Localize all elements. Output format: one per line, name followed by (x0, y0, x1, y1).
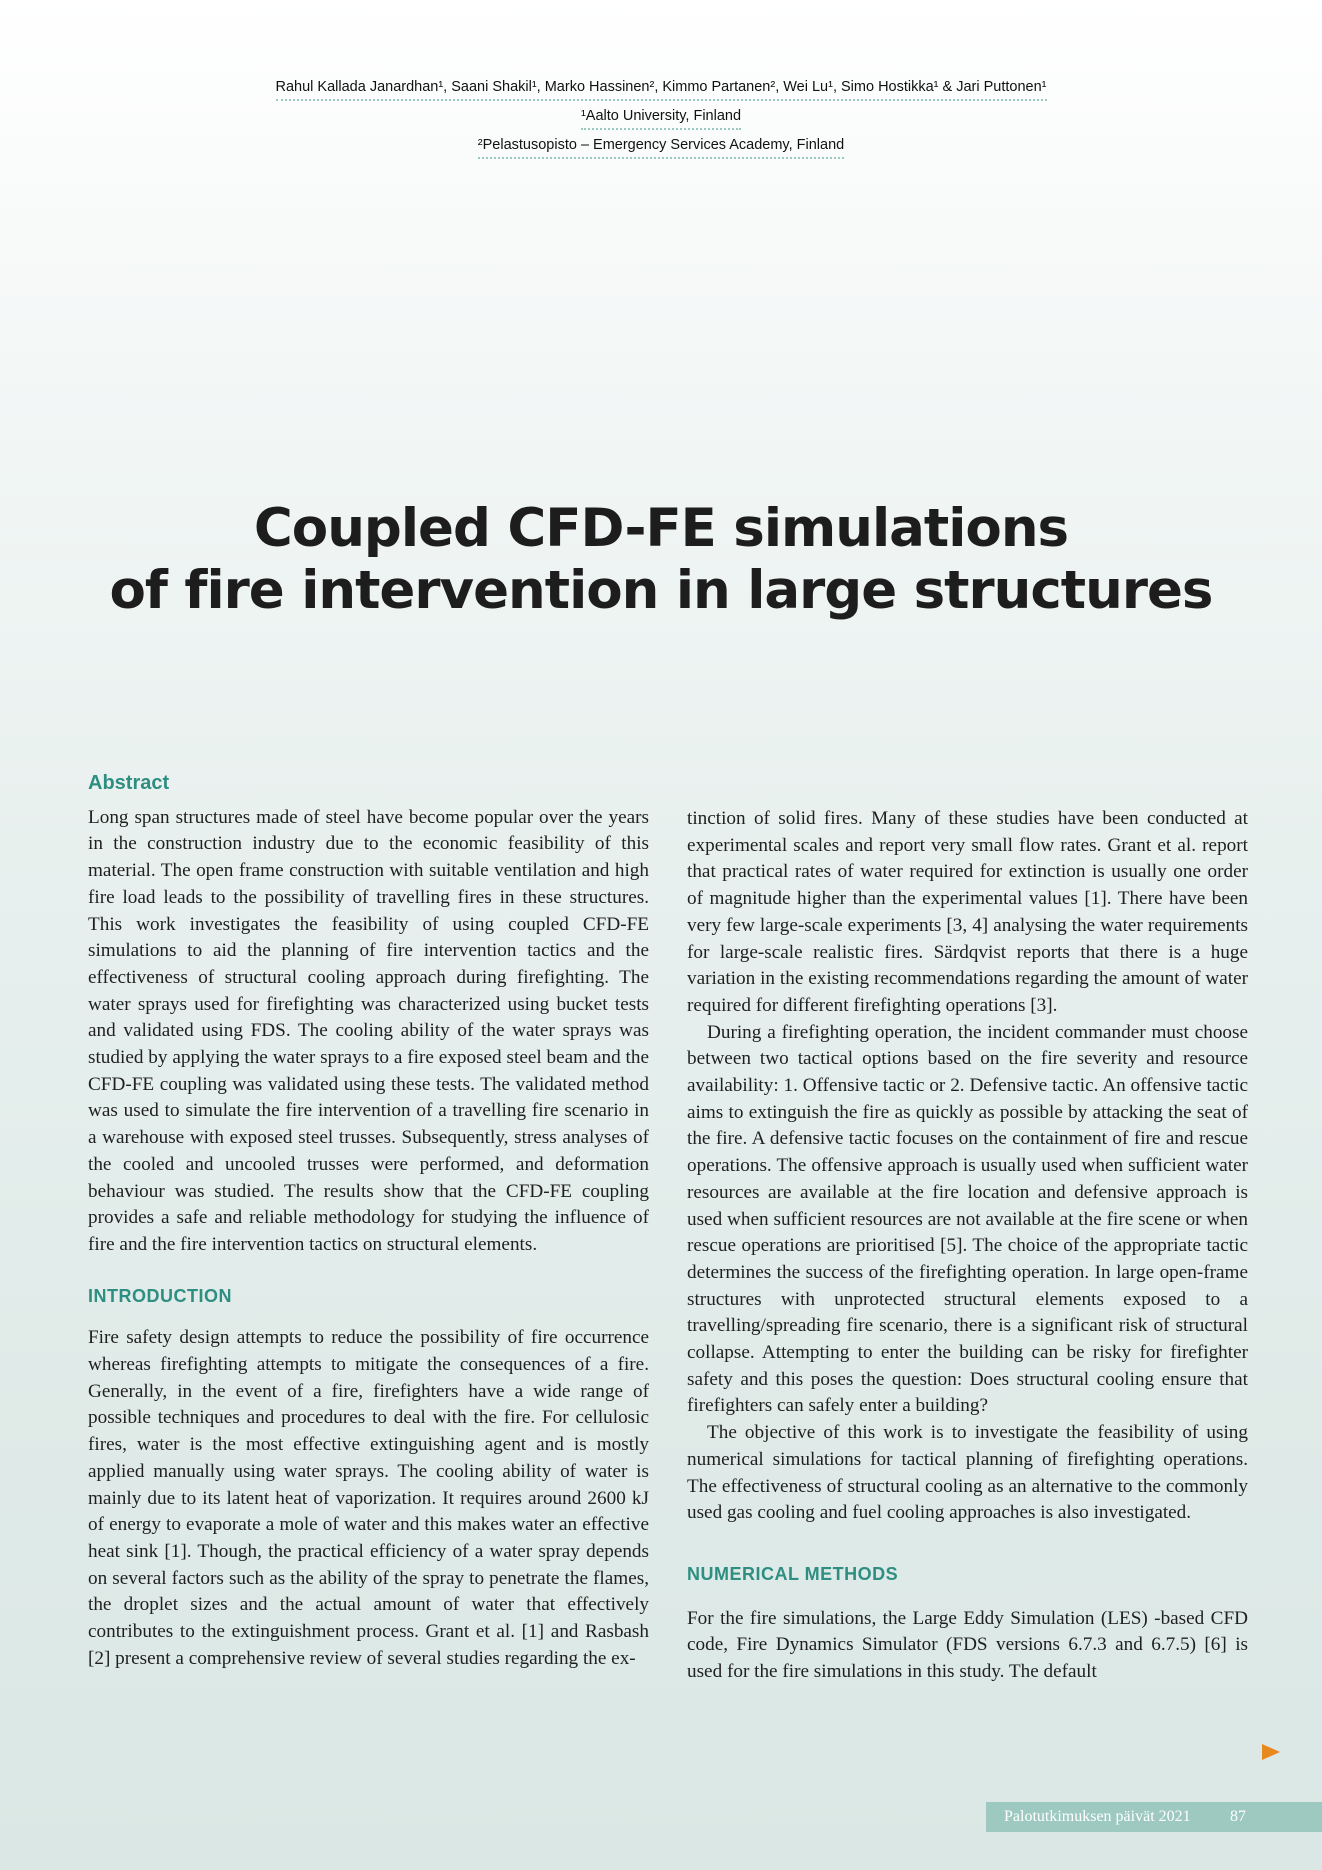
right-column (687, 806, 1248, 1686)
footer-journal-name: Palotutkimuksen päivät 2021 (1004, 1808, 1191, 1825)
page-footer (986, 1802, 1322, 1832)
introduction-paragraph-1-part-1: Fire safety design attempts to reduce the possibility of fire occurrence whereas firefighting attempts to mitigate the consequences of a fire. Generally, in the event of a fire, firefighters have a wide range of possible techniques and procedures to deal with the fire. For cellulosic fires, water is the most effective extinguishing agent and is mostly applied manually using water sprays. The cooling ability of water is mainly due to its latent heat of vaporization. It requires around 2600 kJ of energy to evaporate a mole of water and this makes water an effective heat sink [1]. Though, the practical efficiency of a water spray depends on several factors such as the ability of the spray to penetrate the flames, the droplet sizes and the actual amount of water that effectively contributes to the extinguishment process. Grant et al. [1] and Rasbash [2] present a comprehensive review of several studies regarding the ex- (88, 1327, 649, 1669)
author-block (0, 78, 1322, 165)
introduction-paragraph-1-part-2: tinction of solid fires. Many of these studies have been conducted at experimental scales and report very small flow rates. Grant et al. report that practical rates of water required for extinction is usually one order of magnitude higher than the experimental values [1]. There have been very few large-scale experiments [3, 4] analysing the water requirements for large-scale realistic fires. Särdqvist reports that there is a huge variation in the existing recommendations regarding the amount of water required for different firefighting operations [3]. (687, 808, 1248, 1016)
affiliation-1: ¹Aalto University, Finland (581, 107, 741, 130)
affiliation-2: ²Pelastusopisto – Emergency Services Academy, Finland (478, 136, 844, 159)
abstract-heading: Abstract (88, 772, 170, 794)
introduction-paragraph-3: The objective of this work is to investigate the feasibility of using numerical simulations for tactical planning of firefighting operations. The effectiveness of structural cooling as an alternative to the commonly used gas cooling and fuel cooling approaches is also investigated. (687, 1422, 1248, 1524)
introduction-heading: INTRODUCTION (88, 1285, 232, 1306)
authors-line: Rahul Kallada Janardhan¹, Saani Shakil¹, Marko Hassinen², Kimmo Partanen², Wei Lu¹, Simo Hostikka¹ & Jari Puttonen¹ (276, 78, 1047, 101)
left-column (88, 770, 649, 1673)
paper-title (0, 498, 1322, 622)
abstract-text: Long span structures made of steel have become popular over the years in the construction industry due to the economic feasibility of this material. The open frame construction with suitable ventilation and high fire load leads to the possibility of travelling fires in these structures. This work investigates the feasibility of using coupled CFD-FE simulations to aid the planning of fire intervention tactics and the effectiveness of structural cooling approach during firefighting. The water sprays used for firefighting was characterized using bucket tests and validated using FDS. The cooling ability of the water sprays was studied by applying the water sprays to a fire exposed steel beam and the CFD-FE coupling was validated using these tests. The validated method was used to simulate the fire intervention of a travelling fire scenario in a warehouse with exposed steel trusses. Subsequently, stress analyses of the cooled and uncooled trusses were performed, and deformation behaviour was studied. The results show that the CFD-FE coupling provides a safe and reliable methodology for studying the influence of fire and the fire intervention tactics on structural elements. (88, 806, 649, 1255)
introduction-paragraph-2: During a firefighting operation, the incident commander must choose between two tactical options based on the fire severity and resource availability: 1. Offensive tactic or 2. Defensive tactic. An offensive tactic aims to extinguish the fire as quickly as possible by attacking the seat of the fire. A defensive tactic focuses on the containment of fire and rescue operations. The offensive approach is usually used when sufficient water resources are available at the fire location and defensive approach is used when sufficient resources are not available at the fire scene or when rescue operations are prioritised [5]. The choice of the appropriate tactic determines the success of the firefighting operation. In large open-frame structures with unprotected structural elements exposed to a travelling/spreading fire scenario, there is a significant risk of structural collapse. Attempting to enter the building can be risky for firefighter safety and this poses the question: Does structural cooling ensure that firefighters can safely enter a building? (687, 1021, 1248, 1417)
page-number: 87 (1230, 1808, 1246, 1825)
numerical-methods-heading: NUMERICAL METHODS (687, 1563, 899, 1584)
title-line-2: of fire intervention in large structures (109, 560, 1213, 621)
numerical-methods-paragraph-1: For the fire simulations, the Large Eddy Simulation (LES) -based CFD code, Fire Dynamics Simulator (FDS versions 6.7.3 and 6.7.5) [6] is used for the fire simulations in this study. The default (687, 1607, 1248, 1683)
title-line-1: Coupled CFD-FE simulations (253, 498, 1069, 559)
right-triangle-arrow-icon (1262, 1744, 1280, 1760)
